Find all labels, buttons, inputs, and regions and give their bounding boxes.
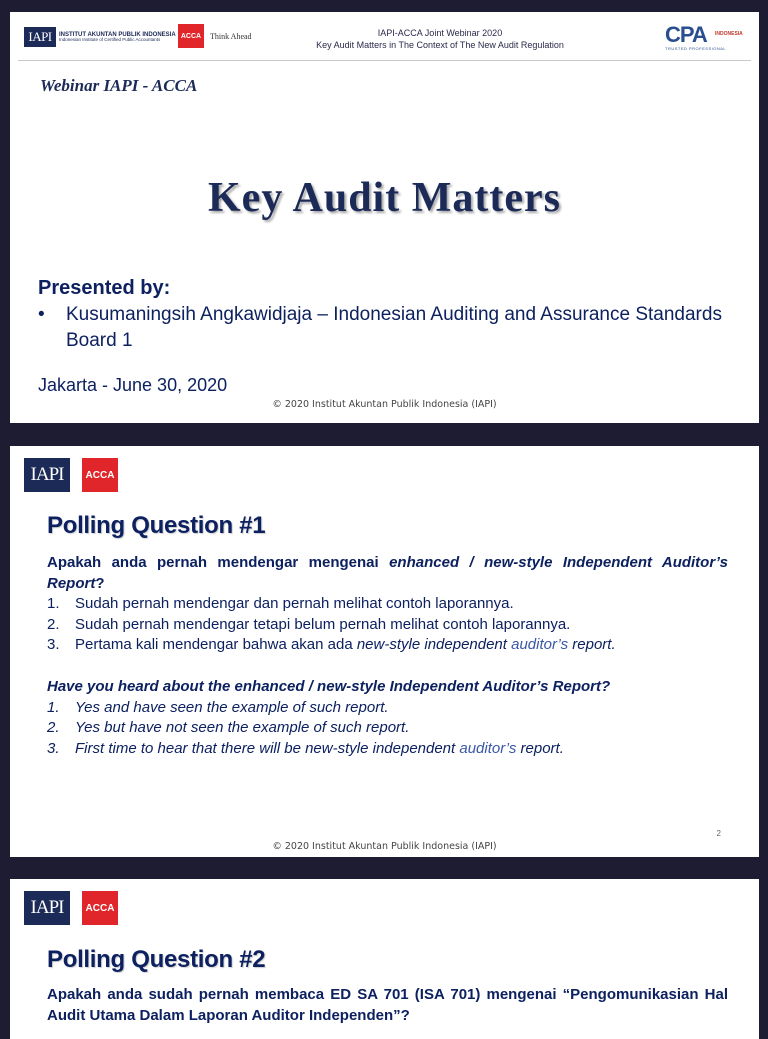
location-date: Jakarta - June 30, 2020 [38, 375, 228, 395]
page-number: 2 [716, 829, 721, 838]
option-text-italic: new-style independent [356, 636, 512, 653]
list-item [47, 698, 728, 719]
option-text-light: auditor’s [459, 739, 517, 757]
iapi-logo-mark: IAPI [24, 27, 56, 47]
option-number: 2. [47, 615, 60, 633]
presenter-bullet [38, 302, 738, 354]
option-text: Yes but have not seen the example of such report. [75, 719, 410, 736]
question-english [47, 677, 728, 759]
option-text-after: report. [516, 739, 564, 757]
cpa-logo-tagline: TRUSTED PROFESSIONAL [665, 46, 727, 51]
option-text-light: auditor’s [511, 636, 569, 653]
question-text-end: ? [95, 574, 105, 592]
option-number: 3. [47, 636, 60, 653]
option-text-after: report. [568, 636, 616, 653]
option-number: 1. [47, 595, 60, 612]
iapi-subname: Indonesian Institute of Certified Public Accountants [59, 36, 161, 42]
option-text [75, 739, 564, 760]
iapi-logo: IAPI [24, 458, 70, 492]
presenter-text: Kusumaningsih Angkawidjaja – Indonesian Auditing and Assurance Standards Board 1 [66, 304, 722, 351]
question-text-plain: Apakah anda pernah mendengar mengenai [47, 554, 390, 571]
option-text: Sudah pernah mendengar tetapi belum pernah melihat contoh laporannya. [75, 615, 571, 633]
slide-title: Key Audit Matters [208, 175, 561, 221]
question-indonesian [47, 985, 728, 1026]
option-text-before: First time to hear that there will be new-style independent [75, 739, 460, 757]
acca-logo: ACCA [82, 891, 118, 925]
option-number: 1. [47, 698, 60, 716]
list-item [47, 594, 728, 615]
header-caption-line-2: Key Audit Matters in The Context of The New Audit Regulation [316, 40, 564, 50]
webinar-label: Webinar IAPI - ACCA [40, 76, 198, 95]
option-number: 2. [47, 719, 60, 736]
question-indonesian [47, 553, 728, 656]
header-caption-line-1: IAPI-ACCA Joint Webinar 2020 [377, 28, 503, 38]
option-text [75, 635, 616, 656]
slide-3 [10, 879, 759, 1039]
acca-logo: ACCA [82, 458, 118, 492]
option-text: Yes and have seen the example of such report. [75, 698, 389, 716]
bullet-marker: • [38, 304, 45, 325]
answer-list [47, 594, 728, 656]
option-text: Sudah pernah mendengar dan pernah melihat contoh laporannya. [75, 595, 514, 612]
acca-logo: ACCA [178, 24, 204, 48]
question-text: Have you heard about the enhanced / new-style Independent Auditor’s Report? [47, 678, 611, 695]
polling-question-title: Polling Question #1 [47, 512, 266, 539]
header-divider [18, 60, 751, 61]
list-item [47, 635, 728, 656]
cpa-logo-country: INDONESIA [715, 31, 743, 37]
cpa-indonesia-logo [665, 22, 743, 51]
slide-1 [10, 12, 759, 423]
iapi-logo: IAPI [24, 891, 70, 925]
iapi-logo [24, 27, 176, 47]
acca-tagline: Think Ahead [210, 32, 252, 41]
copyright-footer: © 2020 Institut Akuntan Publik Indonesia (IAPI) [272, 399, 497, 410]
question-text-italic: enhanced / new-style Independent Auditor’s Report [47, 554, 728, 592]
option-text-before: Pertama kali mendengar bahwa akan ada [75, 636, 357, 653]
presented-by-heading: Presented by: [38, 277, 171, 299]
question-text: Apakah anda sudah pernah membaca ED SA 701 (ISA 701) mengenai “Pengomunikasian Hal Audit Utama Dalam Laporan Auditor Independen”? [47, 986, 728, 1024]
copyright-footer: © 2020 Institut Akuntan Publik Indonesia (IAPI) [272, 841, 497, 852]
list-item [47, 718, 728, 739]
question-text [47, 553, 728, 594]
slide-2 [10, 446, 759, 857]
iapi-name: INSTITUT AKUNTAN PUBLIK INDONESIA [59, 31, 176, 38]
header-caption [280, 27, 600, 51]
cpa-logo-word: CPA [665, 22, 707, 47]
slide-header [10, 12, 759, 62]
polling-question-title: Polling Question #2 [47, 946, 266, 973]
option-number: 3. [47, 739, 60, 757]
answer-list [47, 698, 728, 760]
list-item [47, 739, 728, 760]
list-item [47, 615, 728, 636]
